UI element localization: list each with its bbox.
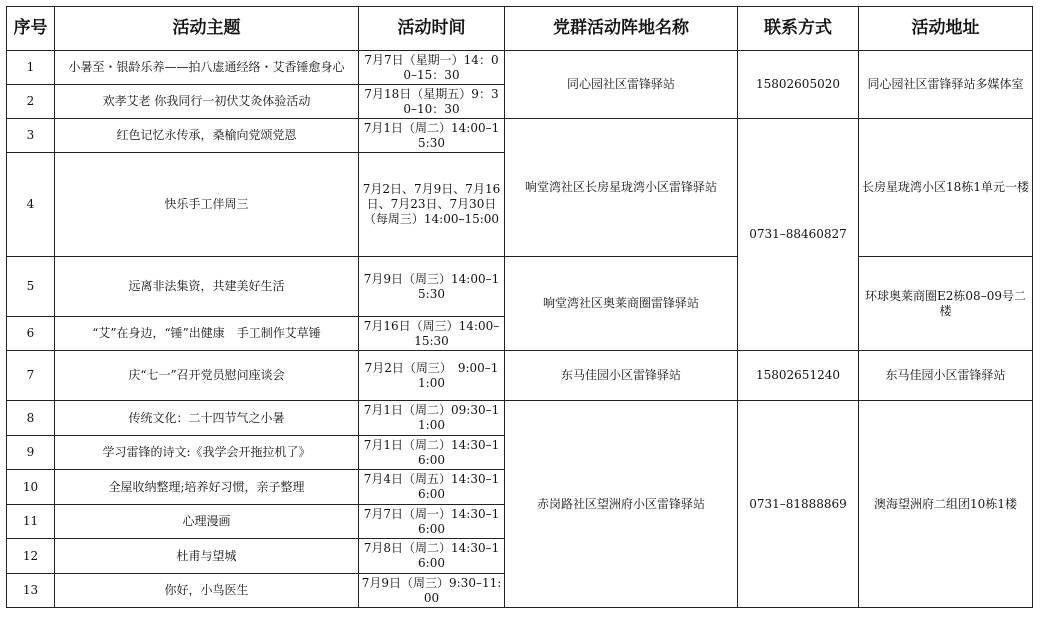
row-seq: 11 [7,505,55,539]
row-topic: 红色记忆永传承，桑榆向党颂党恩 [55,119,359,153]
address-cell: 长房星珑湾小区18栋1单元一楼 [859,119,1033,257]
row-topic: 小暑至・银龄乐养——拍八虚通经络・艾香锤愈身心 [55,51,359,85]
header-row [7,7,1033,51]
table-row [7,401,1033,436]
row-seq: 1 [7,51,55,85]
table-row [7,51,1033,85]
row-time: 7月2日、7月9日、7月16日、7月23日、7月30日（每周三）14:00–15:00 [359,153,505,257]
row-topic: 远离非法集资，共建美好生活 [55,257,359,317]
row-time: 7月9日（周三）9:30–11:00 [359,574,505,608]
venue-cell: 赤岗路社区望洲府小区雷锋驿站 [505,401,738,608]
row-time: 7月1日（周二）09:30–11:00 [359,401,505,436]
row-seq: 10 [7,470,55,505]
row-time: 7月18日（星期五）9：30–10：30 [359,85,505,119]
row-seq: 2 [7,85,55,119]
row-time: 7月16日（周三）14:00–15:30 [359,317,505,351]
venue-cell: 同心园社区雷锋驿站 [505,51,738,119]
row-seq: 7 [7,351,55,401]
row-seq: 9 [7,436,55,470]
address-cell: 环球奥莱商圈E2栋08–09号二楼 [859,257,1033,351]
row-seq: 8 [7,401,55,436]
row-topic: 传统文化：二十四节气之小暑 [55,401,359,436]
row-time: 7月8日（周二）14:30–16:00 [359,539,505,574]
contact-cell: 15802651240 [738,351,859,401]
row-time: 7月7日（星期一）14：00–15：30 [359,51,505,85]
row-seq: 3 [7,119,55,153]
row-time: 7月2日（周三） 9:00–11:00 [359,351,505,401]
header-contact: 联系方式 [738,7,859,51]
row-topic: 快乐手工伴周三 [55,153,359,257]
header-seq: 序号 [7,7,55,51]
table-row [7,257,1033,317]
row-seq: 12 [7,539,55,574]
row-topic: 杜甫与望城 [55,539,359,574]
row-time: 7月7日（周一）14:30–16:00 [359,505,505,539]
row-seq: 5 [7,257,55,317]
venue-cell: 东马佳园小区雷锋驿站 [505,351,738,401]
row-topic: “艾”在身边，“锤”出健康 手工制作艾草锤 [55,317,359,351]
table-row [7,351,1033,401]
row-topic: 心理漫画 [55,505,359,539]
venue-cell: 响堂湾社区奥莱商圈雷锋驿站 [505,257,738,351]
row-time: 7月1日（周二）14:00–15:30 [359,119,505,153]
activity-schedule-table [6,6,1033,608]
row-time: 7月9日（周三）14:00–15:30 [359,257,505,317]
table-row [7,119,1033,153]
header-address: 活动地址 [859,7,1033,51]
venue-cell: 响堂湾社区长房星珑湾小区雷锋驿站 [505,119,738,257]
row-topic: 庆“七一”召开党员慰问座谈会 [55,351,359,401]
row-seq: 4 [7,153,55,257]
header-venue: 党群活动阵地名称 [505,7,738,51]
row-time: 7月4日（周五）14:30–16:00 [359,470,505,505]
row-time: 7月1日（周二）14:30–16:00 [359,436,505,470]
contact-cell: 0731–81888869 [738,401,859,608]
header-topic: 活动主题 [55,7,359,51]
row-topic: 学习雷锋的诗文:《我学会开拖拉机了》 [55,436,359,470]
row-seq: 6 [7,317,55,351]
address-cell: 东马佳园小区雷锋驿站 [859,351,1033,401]
contact-cell: 0731–88460827 [738,119,859,351]
row-topic: 全屋收纳整理;培养好习惯，亲子整理 [55,470,359,505]
address-cell: 同心园社区雷锋驿站多媒体室 [859,51,1033,119]
row-topic: 欢孝艾老 你我同行一初伏艾灸体验活动 [55,85,359,119]
contact-cell: 15802605020 [738,51,859,119]
address-cell: 澳海望洲府二组团10栋1楼 [859,401,1033,608]
row-seq: 13 [7,574,55,608]
header-time: 活动时间 [359,7,505,51]
row-topic: 你好，小鸟医生 [55,574,359,608]
